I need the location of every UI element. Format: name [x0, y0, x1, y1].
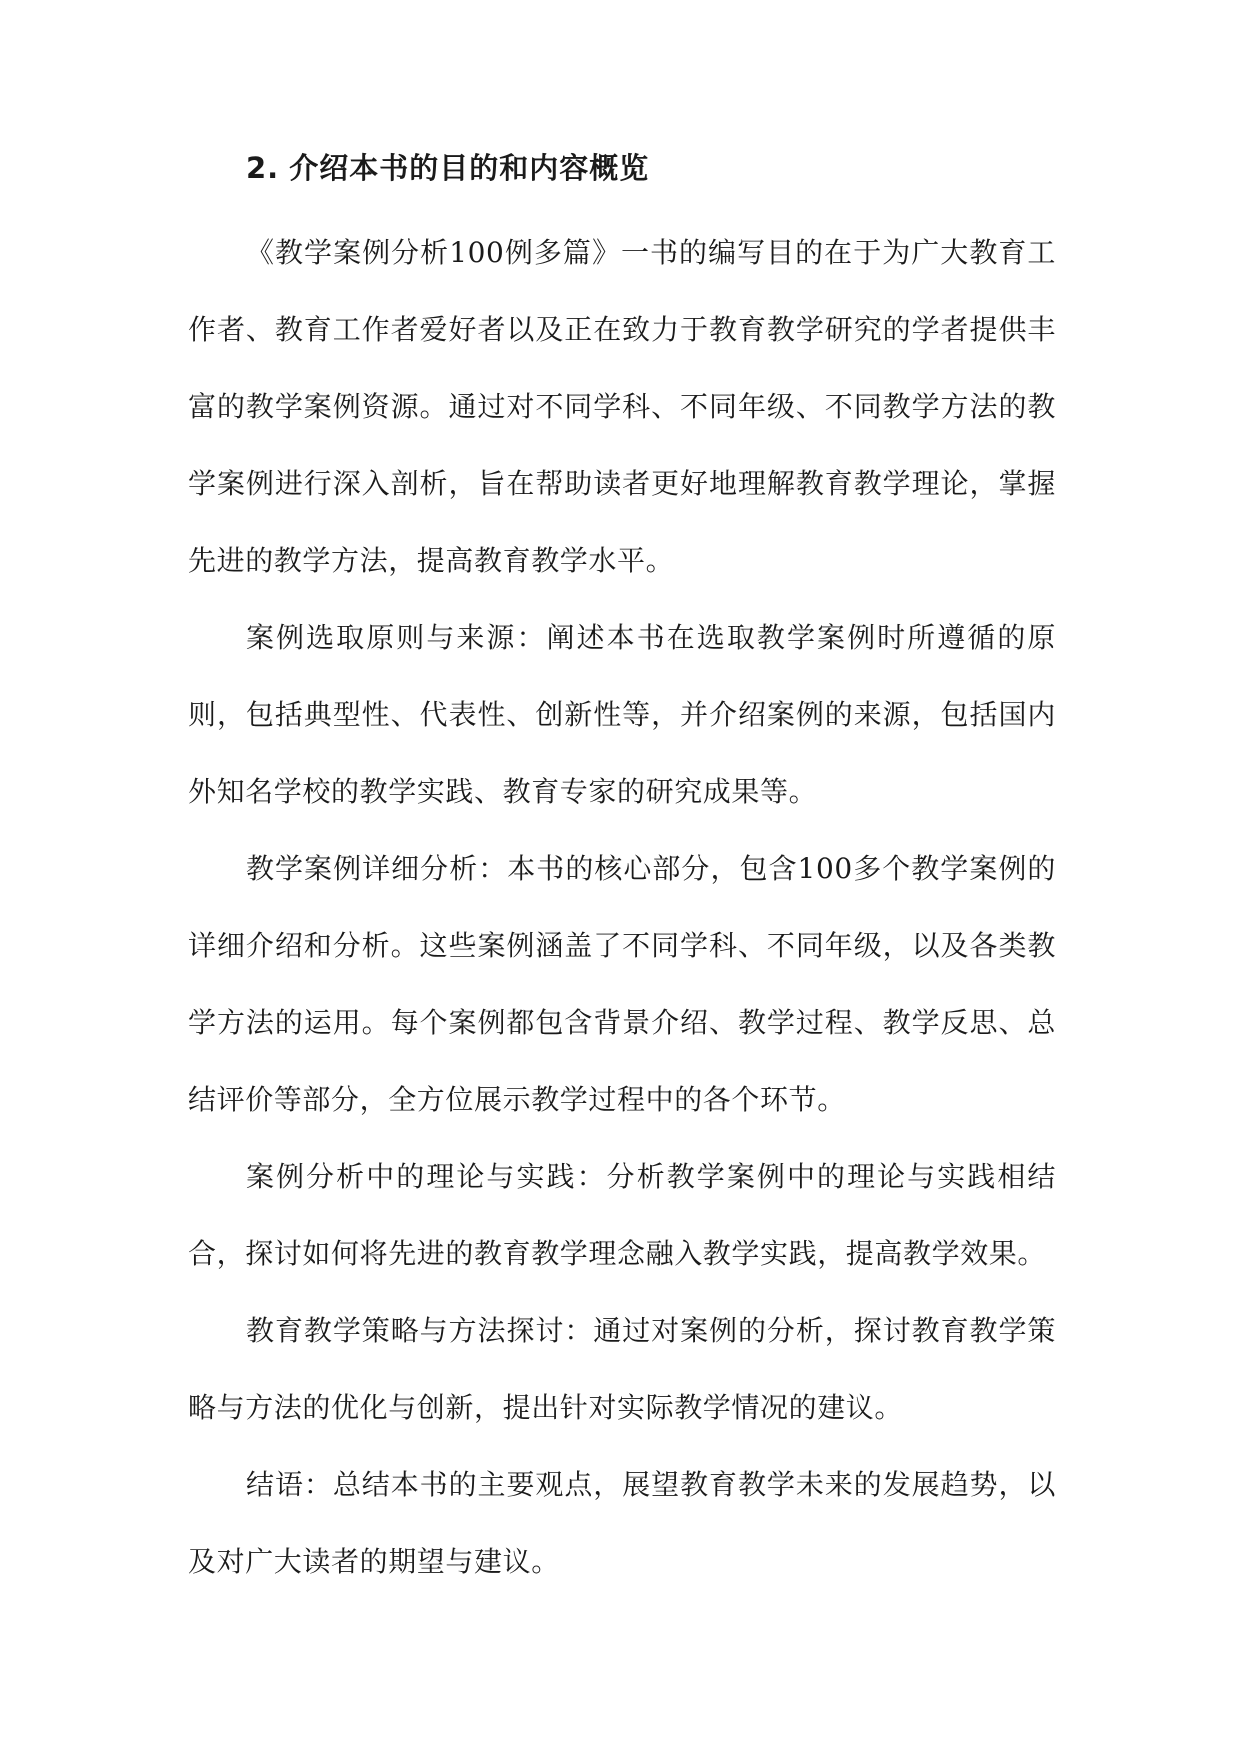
- paragraph-theory-practice: 案例分析中的理论与实践：分析教学案例中的理论与实践相结合，探讨如何将先进的教育教学理念融入教学实践，提高教学效果。: [188, 1160, 1056, 1270]
- paragraph-purpose: 《教学案例分析100例多篇》一书的编写目的在于为广大教育工作者、教育工作者爱好者以及正在致力于教育教学研究的学者提供丰富的教学案例资源。通过对不同学科、不同年级、不同教学方法的教学案例进行深入剖析，旨在帮助读者更好地理解教育教学理论，掌握先进的教学方法，提高教育教学水平。: [188, 236, 1056, 577]
- section-title: 介绍本书的目的和内容概览: [289, 151, 650, 185]
- section-heading: [246, 148, 1056, 188]
- paragraph-conclusion: 结语：总结本书的主要观点，展望教育教学未来的发展趋势，以及对广大读者的期望与建议。: [188, 1468, 1056, 1578]
- paragraph-case-analysis: 教学案例详细分析：本书的核心部分，包含100多个教学案例的详细介绍和分析。这些案例涵盖了不同学科、不同年级，以及各类教学方法的运用。每个案例都包含背景介绍、教学过程、教学反思、总结评价等部分，全方位展示教学过程中的各个环节。: [188, 852, 1056, 1116]
- page-content: [188, 148, 1056, 1600]
- section-number: 2.: [246, 151, 280, 185]
- paragraph-strategies: 教育教学策略与方法探讨：通过对案例的分析，探讨教育教学策略与方法的优化与创新，提出针对实际教学情况的建议。: [188, 1314, 1056, 1424]
- paragraph-selection-principles: 案例选取原则与来源：阐述本书在选取教学案例时所遵循的原则，包括典型性、代表性、创新性等，并介绍案例的来源，包括国内外知名学校的教学实践、教育专家的研究成果等。: [188, 621, 1056, 808]
